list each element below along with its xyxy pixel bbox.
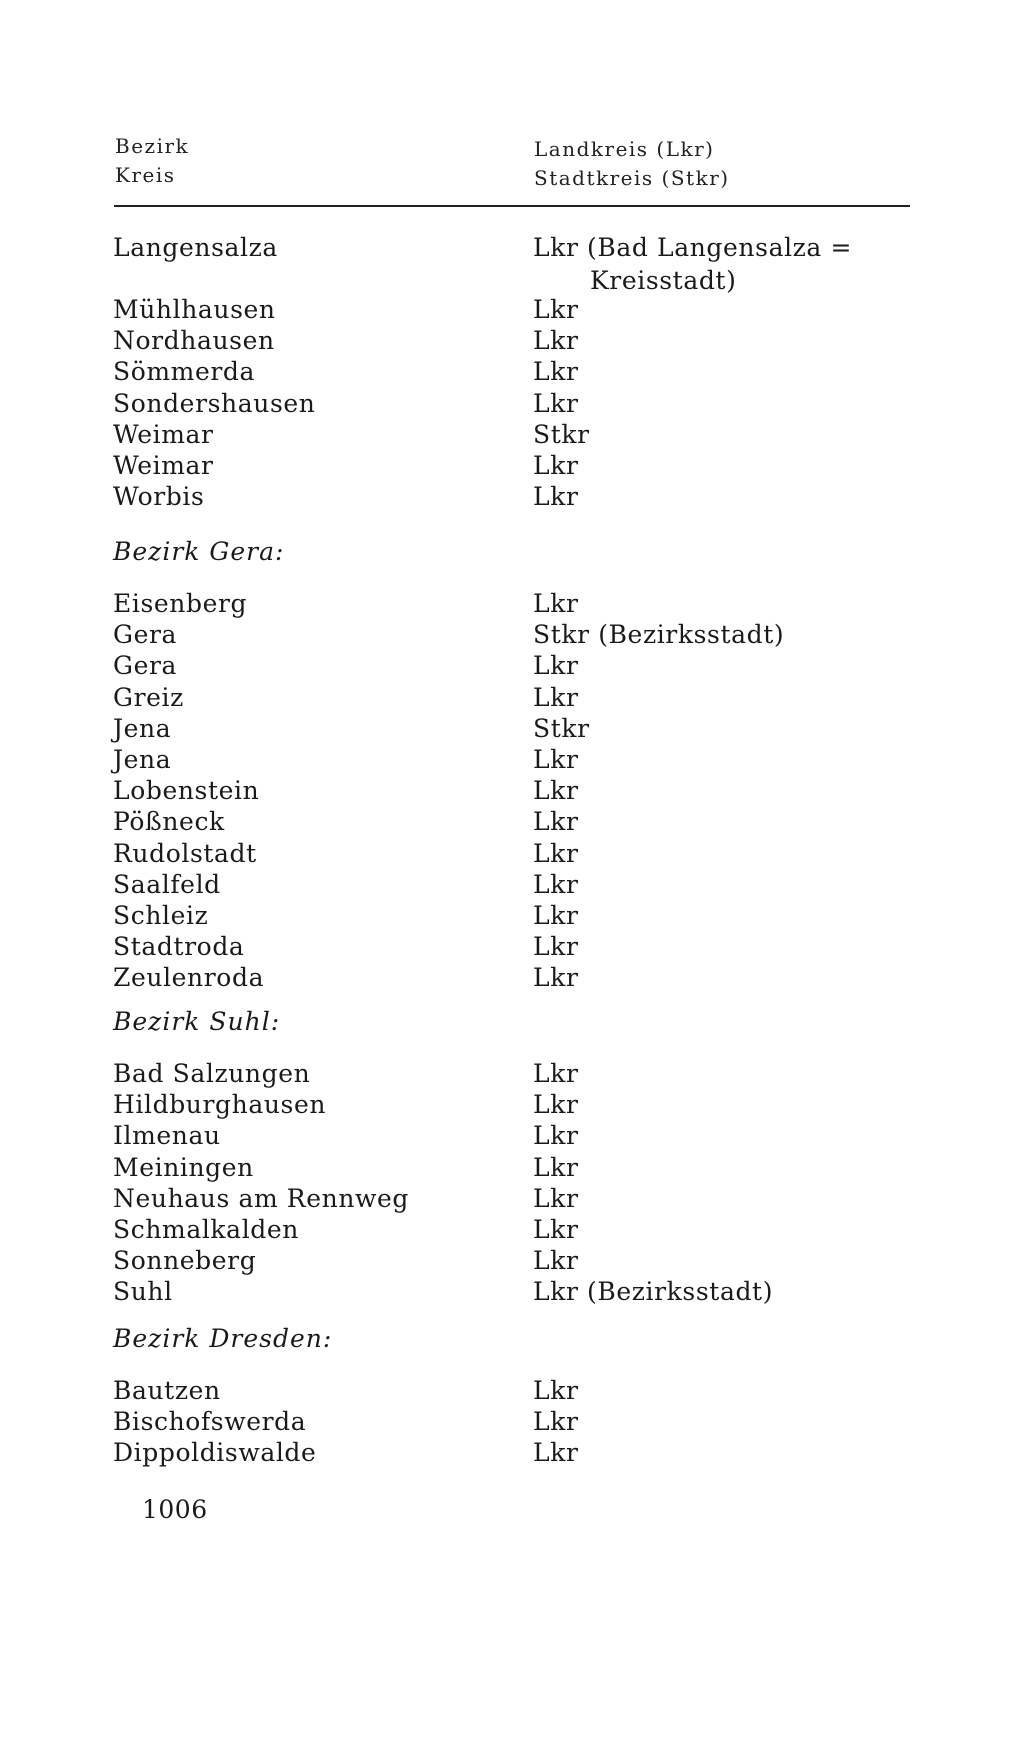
kreis-name: Schleiz (113, 901, 209, 930)
kreis-type: Lkr (533, 807, 579, 837)
table-row (0, 294, 1024, 325)
kreis-type: Lkr (Bad Langensalza = (533, 233, 853, 262)
kreis-name: Sömmerda (113, 357, 256, 387)
kreis-type: Lkr (533, 838, 579, 868)
kreis-name: Sondershausen (113, 388, 316, 418)
table-row (0, 481, 1024, 512)
kreis-type: Lkr (533, 745, 579, 774)
table-row (0, 1152, 1024, 1183)
kreis-type: Lkr (533, 1059, 579, 1088)
table-row (0, 450, 1024, 481)
kreis-type: Lkr (533, 901, 579, 930)
kreis-name: Ilmenau (113, 1121, 221, 1151)
header-rule (114, 205, 910, 207)
table-row (0, 419, 1024, 450)
kreis-name: Langensalza (113, 233, 278, 262)
header-kreis: Kreis (115, 163, 176, 187)
table-row (0, 619, 1024, 650)
kreis-type: Lkr (533, 1246, 579, 1276)
kreis-type: Lkr (533, 776, 579, 806)
kreis-name: Greiz (113, 682, 184, 712)
kreis-name: Dippoldiswalde (113, 1438, 317, 1468)
kreis-type: Lkr (533, 482, 579, 512)
kreis-name: Suhl (113, 1277, 173, 1307)
section-heading: Bezirk Gera: (113, 537, 285, 566)
kreis-type: Lkr (533, 869, 579, 899)
kreis-type: Lkr (533, 1376, 579, 1405)
kreis-name: Meiningen (113, 1152, 254, 1182)
kreis-name: Hildburghausen (113, 1090, 327, 1120)
kreis-type: Lkr (533, 451, 579, 480)
kreis-type: Lkr (533, 682, 579, 712)
kreis-name: Jena (113, 745, 172, 774)
table-row (0, 713, 1024, 744)
kreis-name: Sonneberg (113, 1246, 257, 1276)
kreis-type: Lkr (533, 1121, 579, 1151)
section-heading: Bezirk Dresden: (113, 1324, 333, 1353)
table-row (0, 931, 1024, 962)
kreis-name: Bad Salzungen (113, 1059, 311, 1088)
kreis-type: Lkr (Bezirksstadt) (533, 1277, 774, 1307)
table-row (0, 1375, 1024, 1406)
page-number: 1006 (142, 1495, 208, 1524)
kreis-type: Lkr (533, 1438, 579, 1468)
table-row (0, 1437, 1024, 1468)
table-row (0, 1245, 1024, 1276)
kreis-name: Weimar (113, 451, 214, 480)
kreis-name: Worbis (113, 482, 205, 512)
kreis-type: Lkr (533, 357, 579, 387)
kreis-name: Weimar (113, 419, 214, 449)
table-row (0, 325, 1024, 356)
kreis-name: Rudolstadt (113, 838, 257, 868)
header-bezirk: Bezirk (115, 134, 190, 158)
header-landkreis: Landkreis (Lkr) (534, 137, 715, 161)
table-row (0, 682, 1024, 713)
kreis-type: Lkr (533, 651, 579, 681)
kreis-name: Schmalkalden (113, 1215, 299, 1244)
table-row (0, 1406, 1024, 1437)
table-row (0, 1058, 1024, 1089)
table-row-langensalza (0, 232, 1024, 263)
kreis-type: Lkr (533, 1215, 579, 1244)
table-row (0, 388, 1024, 419)
kreis-name: Zeulenroda (113, 963, 265, 993)
kreis-name: Saalfeld (113, 869, 221, 899)
kreis-type: Lkr (533, 326, 579, 356)
kreis-type: Stkr (Bezirksstadt) (533, 620, 785, 650)
table-row (0, 900, 1024, 931)
kreis-type: Lkr (533, 932, 579, 962)
header-stadtkreis: Stadtkreis (Stkr) (534, 166, 730, 190)
kreis-name: Gera (113, 651, 178, 681)
kreis-type: Lkr (533, 1090, 579, 1120)
table-row (0, 588, 1024, 619)
kreis-type: Lkr (533, 1152, 579, 1182)
section-heading: Bezirk Suhl: (113, 1007, 281, 1036)
kreis-name: Eisenberg (113, 589, 248, 618)
kreis-type: Lkr (533, 1183, 579, 1213)
kreis-name: Bautzen (113, 1376, 221, 1405)
kreis-name: Neuhaus am Rennweg (113, 1183, 410, 1213)
table-row (0, 1276, 1024, 1307)
kreis-type: Lkr (533, 589, 579, 618)
kreis-name: Lobenstein (113, 776, 260, 806)
kreis-type: Stkr (533, 419, 590, 449)
table-row (0, 775, 1024, 806)
kreis-name: Nordhausen (113, 326, 275, 356)
kreis-type: Lkr (533, 295, 579, 324)
kreis-type: Lkr (533, 1407, 579, 1437)
table-row (0, 1120, 1024, 1151)
table-row (0, 650, 1024, 681)
table-row (0, 1089, 1024, 1120)
table-row (0, 1214, 1024, 1245)
table-row (0, 356, 1024, 387)
table-row (0, 1183, 1024, 1214)
kreis-name: Bischofswerda (113, 1407, 307, 1437)
kreis-type-continuation: Kreisstadt) (590, 266, 737, 295)
kreis-name: Stadtroda (113, 932, 245, 962)
kreis-name: Jena (113, 713, 172, 743)
table-row (0, 962, 1024, 993)
kreis-name: Gera (113, 620, 178, 650)
table-row (0, 869, 1024, 900)
kreis-type: Stkr (533, 713, 590, 743)
kreis-type: Lkr (533, 963, 579, 993)
kreis-type: Lkr (533, 388, 579, 418)
kreis-name: Pößneck (113, 807, 225, 837)
kreis-name: Mühlhausen (113, 295, 276, 324)
table-row (0, 806, 1024, 837)
table-row (0, 838, 1024, 869)
table-row (0, 744, 1024, 775)
